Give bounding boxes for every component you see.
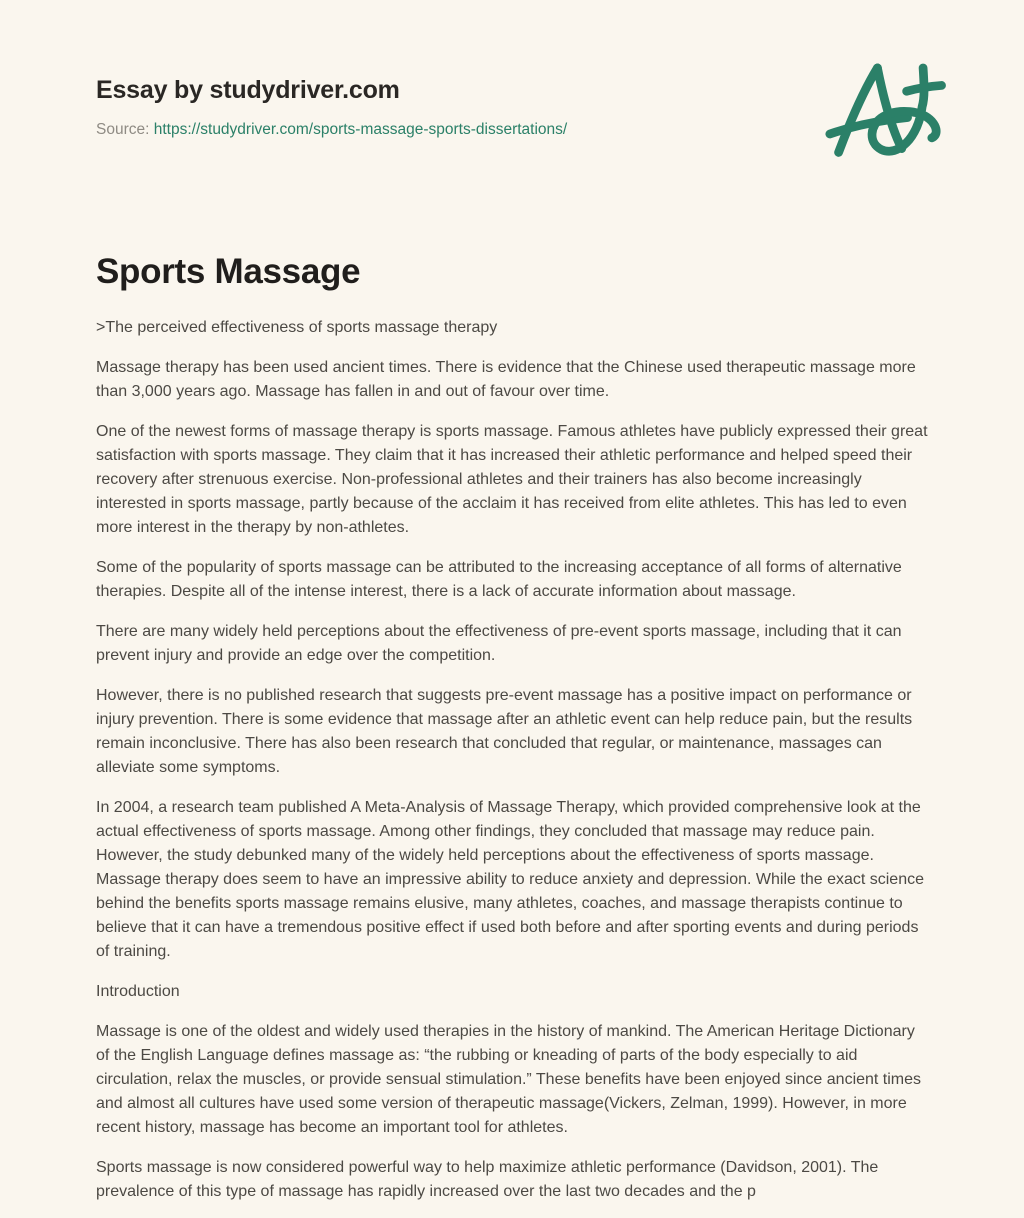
article-body [96,356,928,1204]
body-paragraph: Introduction [96,983,180,1000]
body-paragraph: There are many widely held perceptions about the effectiveness of pre-event sports massage, including that it can prevent injury and provide an edge over the competition. [96,623,902,664]
body-paragraph: However, there is no published research that suggests pre-event massage has a positive impact on performance or injury prevention. There is some evidence that massage after an athletic event can help reduce pain, but the results remain inconclusive. There has also been research that concluded that regular, or maintenance, massages can alleviate some symptoms. [96,687,913,776]
a-plus-logo-icon [824,56,960,178]
body-paragraph: Massage is one of the oldest and widely used therapies in the history of mankind. The American Heritage Dictionary of the English Language defines massage as: “the rubbing or kneading of parts of the body especially to aid circulation, relax the muscles, or provide sensual stimulation.” These benefits have been enjoyed since ancient times and almost all cultures have used some version of therapeutic massage(Vickers, Zelman, 1999). However, in more recent history, massage has become an important tool for athletes. [96,1023,922,1136]
body-paragraph: In 2004, a research team published A Meta-Analysis of Massage Therapy, which provided comprehensive look at the actual effectiveness of sports massage. Among other findings, they concluded that massage may reduce pain. However, the study debunked many of the widely held perceptions about the effectiveness of sports massage. Massage therapy does seem to have an impressive ability to reduce anxiety and depression. While the exact science behind the benefits sports massage remains elusive, many athletes, coaches, and massage therapists continue to believe that it can have a tremendous positive effect if used both before and after sporting events and during periods of training. [96,799,924,960]
body-paragraph: One of the newest forms of massage therapy is sports massage. Famous athletes have publicly expressed their great satisfaction with sports massage. They claim that it has increased their athletic performance and helped speed their recovery after strenuous exercise. Non-professional athletes and their trainers has also become increasingly interested in sports massage, partly because of the acclaim it has received from elite athletes. This has led to even more interest in the therapy by non-athletes. [96,423,928,536]
article-subtitle: >The perceived effectiveness of sports massage therapy [96,319,498,336]
article-title: Sports Massage [96,252,361,291]
body-paragraph: Some of the popularity of sports massage can be attributed to the increasing acceptance of all forms of alternative therapies. Despite all of the intense interest, there is a lack of accurate information about massage. [96,559,902,600]
body-paragraph: Sports massage is now considered powerful way to help maximize athletic performance (Davidson, 2001). The prevalence of this type of massage has rapidly increased over the last two decades and the p [96,1159,879,1200]
body-paragraph: Massage therapy has been used ancient times. There is evidence that the Chinese used therapeutic massage more than 3,000 years ago. Massage has fallen in and out of favour over time. [96,359,916,400]
page-header [96,76,928,139]
source-line [96,121,928,139]
site-title: Essay by studydriver.com [96,76,400,104]
source-url-link[interactable]: https://studydriver.com/sports-massage-sports-dissertations/ [153,121,568,138]
source-label: Source: [96,121,150,138]
